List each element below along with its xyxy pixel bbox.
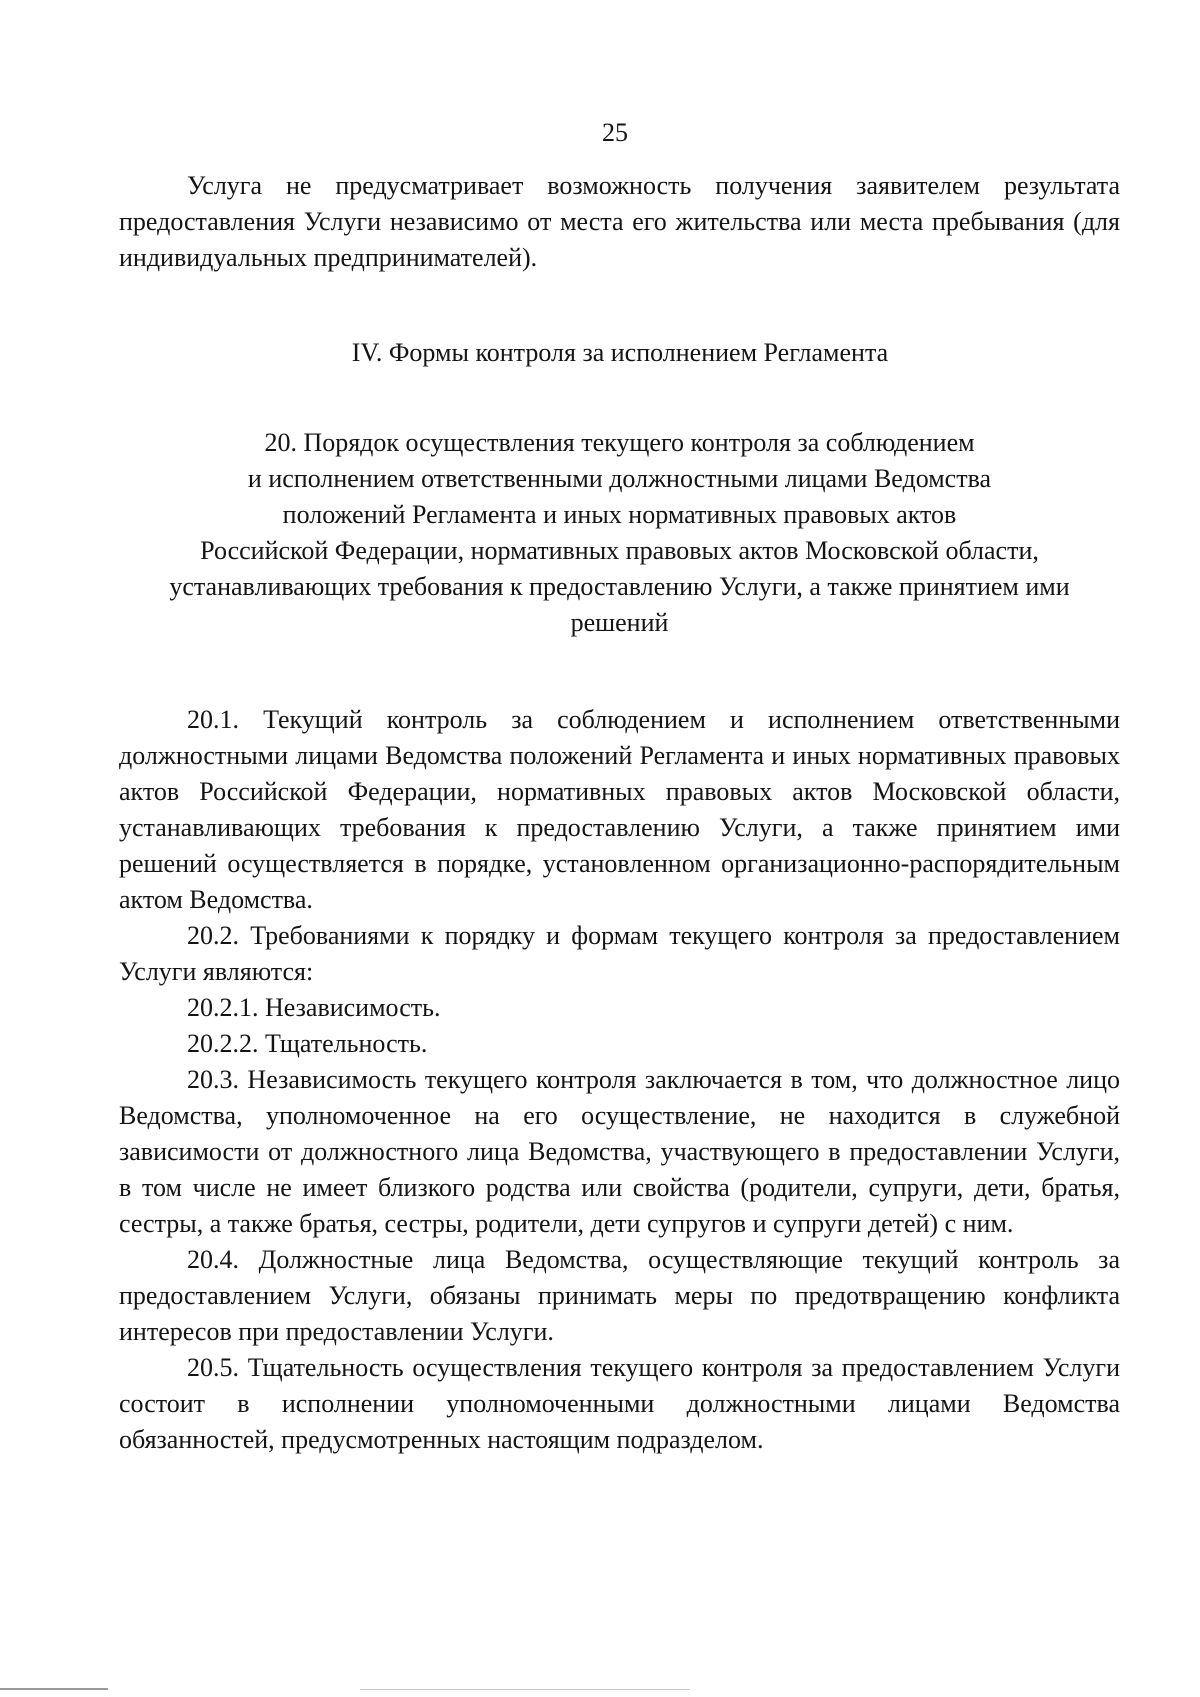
subsection-title-line: положений Регламента и иных нормативных правовых актов xyxy=(282,500,957,529)
intro-paragraph: Услуга не предусматривает возможность получения заявителем результата предоставления Услуги независимо от места его жительства или места пребывания (для индивидуальных предпринимателей). xyxy=(119,171,1120,272)
scan-edge-mark xyxy=(0,1688,108,1690)
paragraph-20-5: 20.5. Тщательность осуществления текущего контроля за предоставлением Услуги состоит в исполнении уполномоченными должностными лицами Ведомства обязанностей, предусмотренных настоящим подразделом. xyxy=(119,1353,1120,1454)
page-number: 25 xyxy=(602,118,628,147)
scan-noise-mark xyxy=(360,1689,690,1690)
paragraph-20-1: 20.1. Текущий контроль за соблюдением и исполнением ответственными должностными лицами Ведомства положений Регламента и иных нормативных правовых актов Российской Федерации, нормативных правовых актов Московской области, устанавливающих требования к предоставлению Услуги, а также принятием ими решений осуществляется в порядке, установленном организационно-распорядительным актом Ведомства. xyxy=(119,705,1120,914)
paragraph-20-2-1: 20.2.1. Независимость. xyxy=(187,993,441,1022)
section-title: IV. Формы контроля за исполнением Регламента xyxy=(351,338,889,367)
subsection-title-line: решений xyxy=(570,608,669,637)
paragraph-20-2: 20.2. Требованиями к порядку и формам текущего контроля за предоставлением Услуги являются: xyxy=(119,921,1120,986)
subsection-title-line: и исполнением ответственными должностными лицами Ведомства xyxy=(247,464,992,493)
subsection-title-line: 20. Порядок осуществления текущего контроля за соблюдением xyxy=(264,428,975,457)
main-content xyxy=(119,702,1120,1458)
paragraph-20-4: 20.4. Должностные лица Ведомства, осуществляющие текущий контроль за предоставлением Услуги, обязаны принимать меры по предотвращению конфликта интересов при предоставлении Услуги. xyxy=(119,1245,1120,1346)
subsection-title xyxy=(119,425,1120,641)
paragraph-20-2-2: 20.2.2. Тщательность. xyxy=(187,1029,428,1058)
subsection-title-line: устанавливающих требования к предоставлению Услуги, а также принятием ими xyxy=(169,572,1070,601)
paragraph-20-3: 20.3. Независимость текущего контроля заключается в том, что должностное лицо Ведомства, уполномоченное на его осуществление, не находится в служебной зависимости от должностного лица Ведомства, участвующего в предоставлении Услуги, в том числе не имеет близкого родства или свойства (родители, супруги, дети, братья, сестры, а также братья, сестры, родители, дети супругов и супруги детей) с ним. xyxy=(119,1065,1120,1238)
subsection-title-line: Российской Федерации, нормативных правовых актов Московской области, xyxy=(200,536,1039,565)
intro-block xyxy=(119,168,1120,276)
